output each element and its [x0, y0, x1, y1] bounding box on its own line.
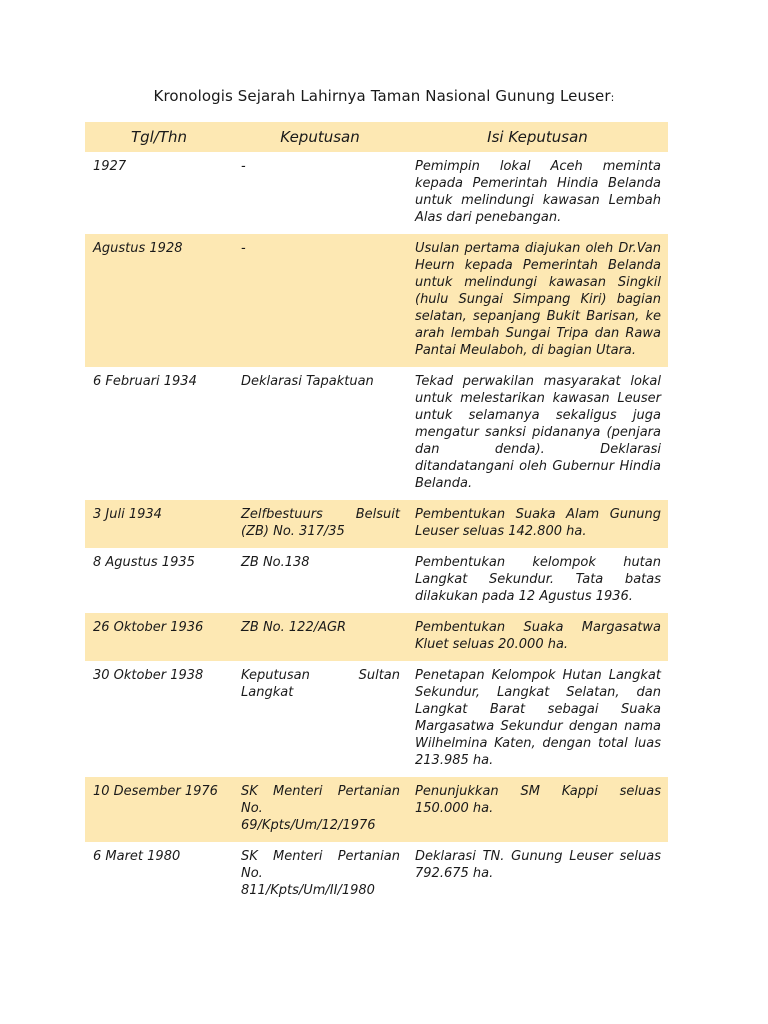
cell-content: Deklarasi TN. Gunung Leuser seluas 792.675 ha. [415, 849, 661, 881]
cell-content: Pembentukan Suaka Margasatwa Kluet seluas 20.000 ha. [407, 613, 668, 661]
cell-decision: - [241, 159, 246, 174]
table-row [85, 500, 668, 548]
cell-decision: - [233, 234, 407, 367]
document-title-colon: : [610, 91, 615, 104]
table-row [85, 613, 668, 661]
cell-date: 8 Agustus 1935 [93, 555, 195, 570]
chronology-table [85, 122, 668, 907]
cell-date: 10 Desember 1976 [85, 777, 233, 842]
cell-date: 1927 [93, 159, 127, 174]
table-row [85, 661, 668, 777]
cell-decision: ZB No.138 [241, 555, 310, 570]
cell-date: Agustus 1928 [85, 234, 233, 367]
cell-date: 26 Oktober 1936 [85, 613, 233, 661]
table-row [85, 842, 668, 907]
cell-date: 3 Juli 1934 [85, 500, 233, 548]
table-row [85, 367, 668, 500]
cell-decision: SK Menteri Pertanian No. 811/Kpts/Um/II/1980 [241, 849, 400, 898]
cell-content: Pemimpin lokal Aceh meminta kepada Pemerintah Hindia Belanda untuk melindungi kawasan Lembah Alas dari penebangan. [415, 159, 661, 225]
cell-date: 6 Maret 1980 [93, 849, 181, 864]
cell-content: Pembentukan Suaka Alam Gunung Leuser seluas 142.800 ha. [407, 500, 668, 548]
cell-content: Penetapan Kelompok Hutan Langkat Sekundur, Langkat Selatan, dan Langkat Barat sebagai Suaka Margasatwa Sekundur dengan nama Wilhelmina Katen, dengan total luas 213.985 ha. [415, 668, 661, 768]
table-row [85, 777, 668, 842]
cell-content: Tekad perwakilan masyarakat lokal untuk melestarikan kawasan Leuser untuk selamanya sekaligus juga mengatur sanksi pidananya (penjara dan denda). Deklarasi ditandatangani oleh Gubernur Hindia Belanda. [415, 374, 661, 491]
cell-decision: ZB No. 122/AGR [233, 613, 407, 661]
table-row [85, 548, 668, 613]
cell-content: Pembentukan kelompok hutan Langkat Sekundur. Tata batas dilakukan pada 12 Agustus 1936. [415, 555, 661, 604]
document-title [0, 87, 768, 105]
cell-decision: Zelfbestuurs Belsuit (ZB) No. 317/35 [233, 500, 407, 548]
table-row [85, 234, 668, 367]
cell-decision: SK Menteri Pertanian No. 69/Kpts/Um/12/1976 [233, 777, 407, 842]
cell-date: 30 Oktober 1938 [93, 668, 204, 683]
cell-date: 6 Februari 1934 [93, 374, 197, 389]
cell-content: Usulan pertama diajukan oleh Dr.Van Heurn kepada Pemerintah Belanda untuk melindungi kawasan Singkil (hulu Sungai Simpang Kiri) bagian selatan, sepanjang Bukit Barisan, ke arah lembah Sungai Tripa dan Rawa Pantai Meulaboh, di bagian Utara. [407, 234, 668, 367]
cell-decision: Keputusan Sultan Langkat [241, 668, 400, 700]
table-row [85, 152, 668, 234]
table-header-row [85, 122, 668, 152]
column-header-decision: Keputusan [233, 122, 407, 152]
column-header-content: Isi Keputusan [407, 122, 668, 152]
cell-content: Penunjukkan SM Kappi seluas 150.000 ha. [407, 777, 668, 842]
cell-decision: Deklarasi Tapaktuan [241, 374, 374, 389]
column-header-date: Tgl/Thn [85, 122, 233, 152]
document-title-text: Kronologis Sejarah Lahirnya Taman Nasional Gunung Leuser [153, 87, 611, 105]
